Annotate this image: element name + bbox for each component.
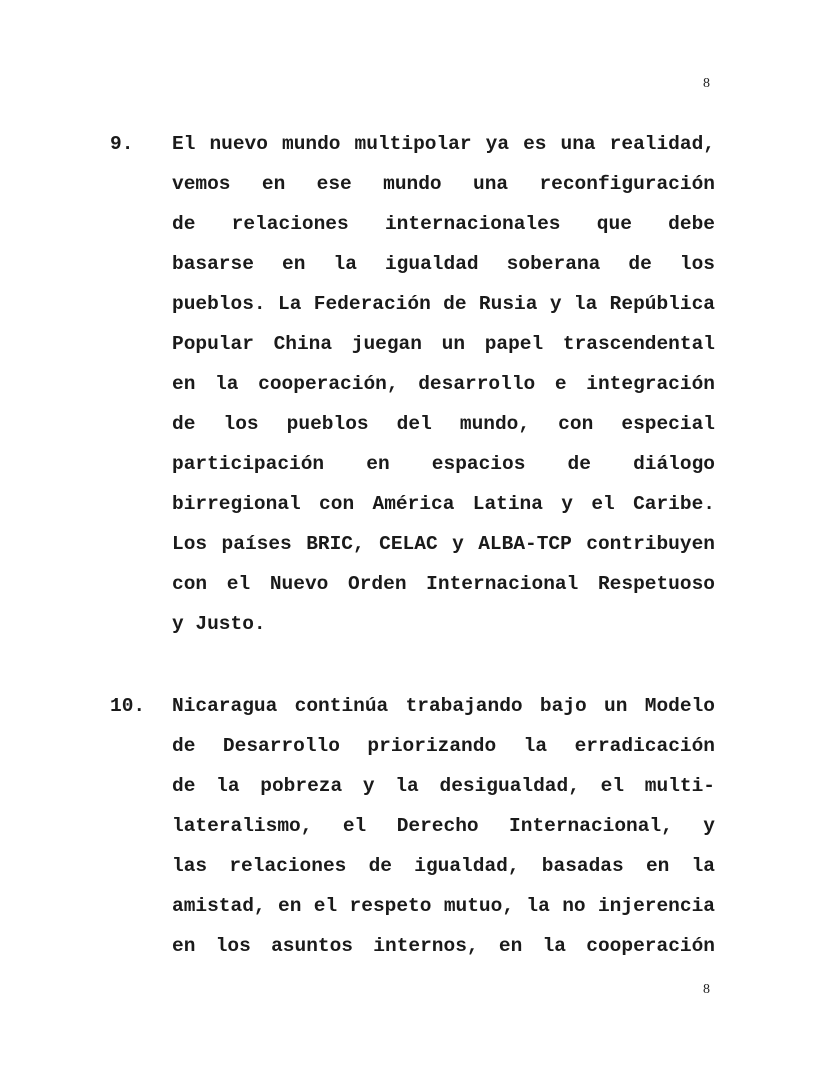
text-line: vemos en ese mundo una reconfiguración [172, 173, 715, 195]
text-line: Los países BRIC, CELAC y ALBA-TCP contribuyen [172, 533, 715, 555]
text-line: de los pueblos del mundo, con especial [172, 413, 715, 435]
text-line: Nicaragua continúa trabajando bajo un Modelo [172, 695, 715, 717]
paragraph-body [172, 124, 715, 644]
text-line: con el Nuevo Orden Internacional Respetuoso [172, 573, 715, 595]
text-line: lateralismo, el Derecho Internacional, y [172, 815, 715, 837]
text-line: de relaciones internacionales que debe [172, 213, 715, 235]
paragraph-number: 10. [110, 695, 146, 717]
text-line: Popular China juegan un papel trascendental [172, 333, 715, 355]
text-line: pueblos. La Federación de Rusia y la República [172, 293, 715, 315]
text-line: amistad, en el respeto mutuo, la no injerencia [172, 895, 715, 917]
paragraph-body [172, 686, 715, 966]
text-line: birregional con América Latina y el Caribe. [172, 493, 715, 515]
text-line: basarse en la igualdad soberana de los [172, 253, 715, 275]
paragraph-9 [110, 124, 715, 644]
text-line: las relaciones de igualdad, basadas en la [172, 855, 715, 877]
text-line: de la pobreza y la desigualdad, el multi- [172, 775, 715, 797]
text-line: de Desarrollo priorizando la erradicación [172, 735, 715, 757]
text-line: en los asuntos internos, en la cooperación [172, 935, 715, 957]
paragraph-10 [110, 686, 715, 966]
text-line: El nuevo mundo multipolar ya es una realidad, [172, 133, 715, 155]
paragraph-number: 9. [110, 133, 134, 155]
text-line: participación en espacios de diálogo [172, 453, 715, 475]
text-line: en la cooperación, desarrollo e integración [172, 373, 715, 395]
footer-page-number: 8 [703, 982, 710, 997]
text-line: y Justo. [172, 613, 266, 635]
header-page-number: 8 [703, 76, 710, 91]
